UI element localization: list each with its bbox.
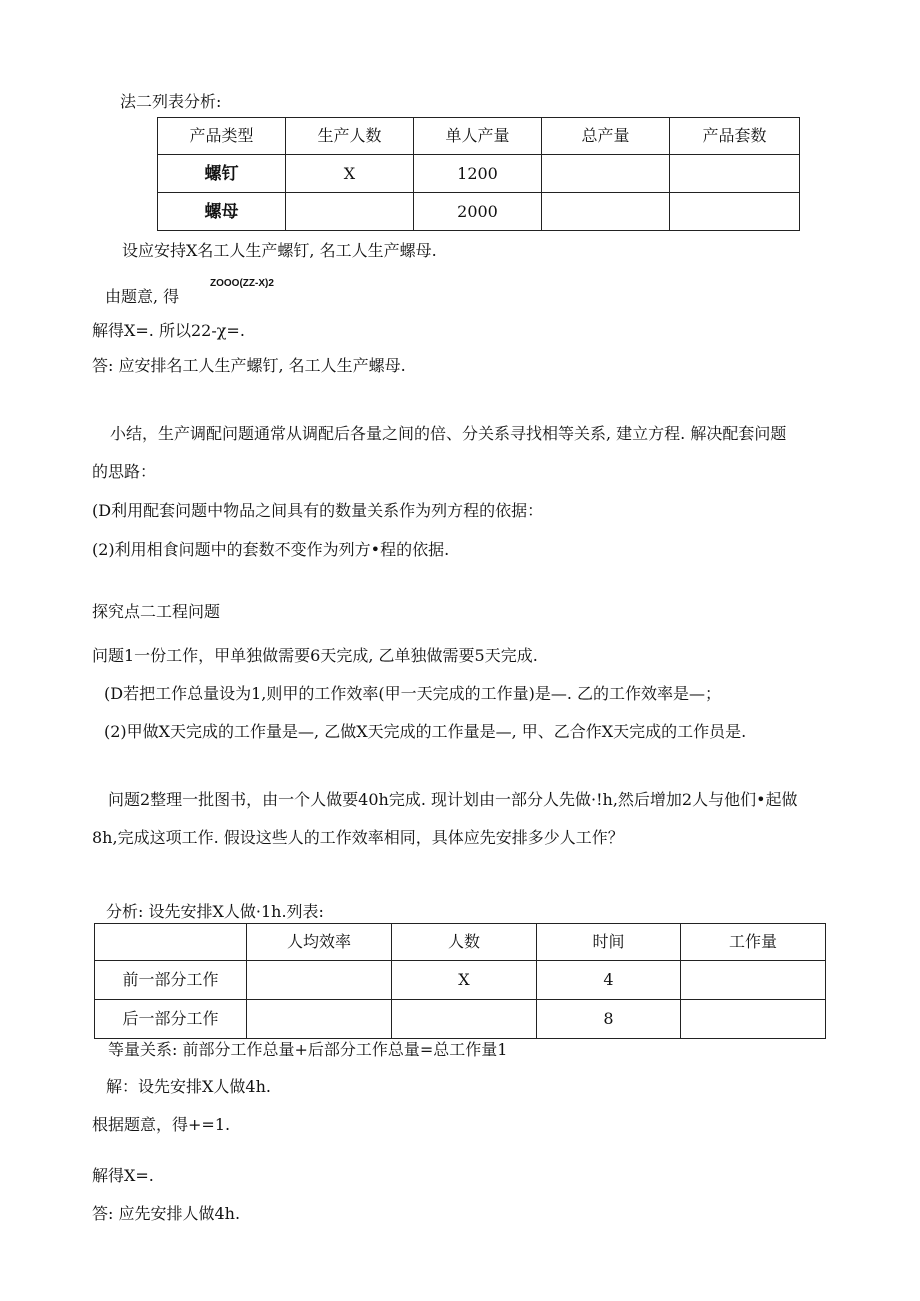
analysis-heading: 分析: 设先安排X人做·1h.列表:	[106, 902, 324, 921]
question-2-line-1: 问题2整理一批图书，由一个人做要40h完成. 现计划由一部分人先做·!h,然后增加2人与他们•起做	[108, 790, 798, 809]
work-table	[94, 923, 826, 1039]
table-cell: X	[286, 155, 414, 193]
table-cell: 8	[537, 1000, 681, 1039]
table-cell	[392, 1000, 537, 1039]
section-title: 探究点二工程问题	[92, 602, 221, 621]
by-problem-text: 由题意, 得	[105, 287, 180, 306]
table-header-cell: 人均效率	[247, 924, 392, 961]
table-cell	[286, 193, 414, 231]
solve-text: 解得X=. 所以22-χ=.	[92, 321, 245, 340]
table-header-cell: 生产人数	[286, 118, 414, 155]
table-header-cell: 工作量	[681, 924, 826, 961]
table-cell: 前一部分工作	[95, 961, 247, 1000]
summary-line-2: 的思路：	[92, 462, 157, 481]
question-2-line-2: 8h,完成这项工作. 假设这些人的工作效率相同，具体应先安排多少人工作？	[92, 828, 624, 847]
summary-point-1: (D利用配套问题中物品之间具有的数量关系作为列方程的依据：	[92, 501, 544, 520]
table-cell: 螺母	[158, 193, 286, 231]
table-row	[95, 961, 826, 1000]
table-cell	[681, 1000, 826, 1039]
question-1-part-1: (D若把工作总量设为1,则甲的工作效率(甲一天完成的工作量)是—. 乙的工作效率是—；	[104, 684, 721, 703]
table-header-cell	[95, 924, 247, 961]
table-row	[95, 1000, 826, 1039]
question-1-part-2: (2)甲做X天完成的工作量是—, 乙做X天完成的工作量是—, 甲、乙合作X天完成的工作员是.	[104, 722, 747, 741]
solution-text: 解：设先安排X人做4h.	[106, 1077, 271, 1096]
table-cell	[542, 193, 670, 231]
table-header-cell: 产品类型	[158, 118, 286, 155]
method2-heading: 法二列表分析:	[120, 92, 222, 111]
table-cell	[670, 193, 800, 231]
summary-line-1: 小结，生产调配问题通常从调配后各量之间的倍、分关系寻找相等关系, 建立方程. 解决配套问题	[110, 424, 787, 443]
relation-text: 等量关系: 前部分工作总量+后部分工作总量=总工作量1	[108, 1040, 508, 1059]
table-header-cell: 人数	[392, 924, 537, 961]
table-cell: 螺钉	[158, 155, 286, 193]
product-table	[157, 117, 800, 231]
table-row	[158, 193, 800, 231]
table-cell	[542, 155, 670, 193]
answer-text: 答: 应安排名工人生产螺钉, 名工人生产螺母.	[92, 356, 406, 375]
summary-point-2: (2)利用相食问题中的套数不变作为列方•程的依据.	[92, 540, 450, 559]
table-header-cell: 产品套数	[670, 118, 800, 155]
solve-text-2: 解得X=.	[92, 1166, 154, 1185]
equation-fragment: ZOOO(ZZ-X)2	[210, 278, 274, 289]
table-cell	[247, 1000, 392, 1039]
answer-text-2: 答: 应先安排人做4h.	[92, 1204, 241, 1223]
table-cell	[681, 961, 826, 1000]
table-header-row	[158, 118, 800, 155]
table-cell	[247, 961, 392, 1000]
table-header-cell: 单人产量	[414, 118, 542, 155]
table-cell: 1200	[414, 155, 542, 193]
table-cell	[670, 155, 800, 193]
table-header-cell: 总产量	[542, 118, 670, 155]
table-row	[158, 155, 800, 193]
setup-text: 设应安持X名工人生产螺钉, 名工人生产螺母.	[122, 241, 437, 260]
table-cell: 4	[537, 961, 681, 1000]
by-problem-text-2: 根据题意，得+=1.	[92, 1115, 231, 1134]
table-header-cell: 时间	[537, 924, 681, 961]
table-header-row	[95, 924, 826, 961]
table-cell: 后一部分工作	[95, 1000, 247, 1039]
question-1: 问题1一份工作，甲单独做需要6天完成, 乙单独做需要5天完成.	[92, 646, 538, 665]
table-cell: 2000	[414, 193, 542, 231]
table-cell: X	[392, 961, 537, 1000]
